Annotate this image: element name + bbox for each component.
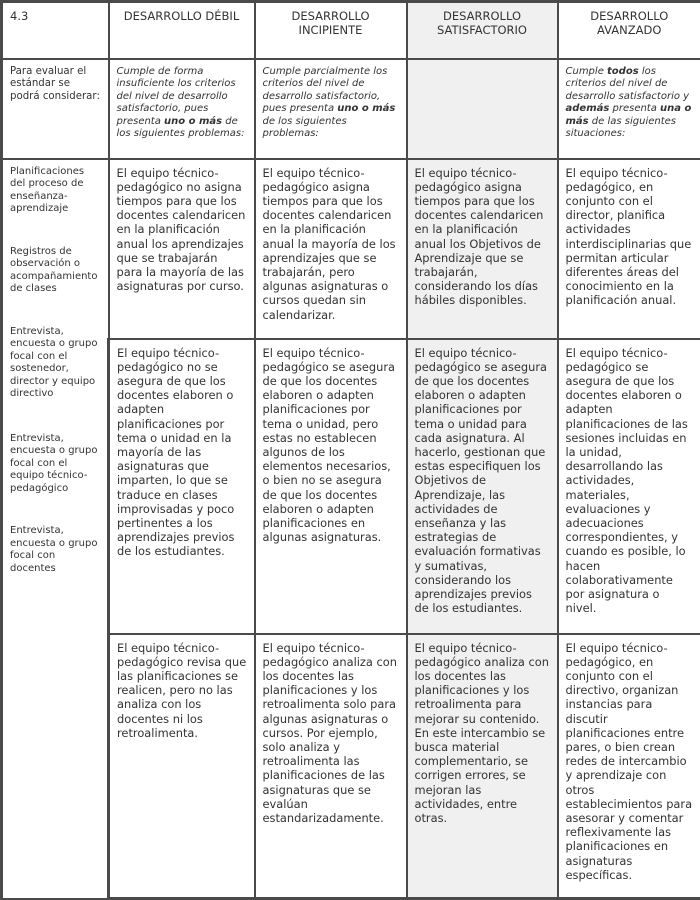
source-item: Registros de observación o acompañamiento de clases: [10, 246, 100, 296]
cell-incipiente: El equipo técnico-pedagógico asigna tiempos para que los docentes calendaricen en la planificación anual la mayoría de los aprendizajes que se trabajarán, pero algunas asignaturas o cursos quedan sin calendarizar.: [255, 159, 407, 339]
evaluation-label: Para evaluar el estándar se podrá considerar:: [2, 59, 109, 159]
intro-incipiente: [255, 59, 407, 159]
intro-avanzado-text-2: los criterios del nivel de desarrollo satisfactorio y: [566, 66, 690, 102]
cell-avanzado: El equipo técnico-pedagógico, en conjunto con el director, planifica actividades interdisciplinarias que permitan articular diferentes áreas del conocimiento en la planificación anual.: [558, 159, 700, 339]
cell-avanzado: El equipo técnico-pedagógico, en conjunto con el directivo, organizan instancias para discutir planificaciones entre pares, o bien crean redes de intercambio y aprendizaje con otros establecimientos para asesorar y comentar reflexivamente las planificaciones en asignaturas específicas.: [558, 634, 700, 899]
intro-avanzado-bold-1: todos: [607, 66, 639, 77]
intro-avanzado-bold-3: una o más: [566, 103, 692, 127]
header-desarrollo-incipiente: DESARROLLO INCIPIENTE: [255, 2, 407, 59]
criteria-row-1: [2, 159, 700, 339]
header-desarrollo-avanzado: DESARROLLO AVANZADO: [558, 2, 700, 59]
intro-incipiente-text-end: de los siguientes problemas:: [263, 116, 347, 140]
intro-avanzado-text-1: Cumple: [566, 66, 608, 77]
intro-avanzado: [558, 59, 700, 159]
source-item: Planificaciones del proceso de enseñanza-aprendizaje: [10, 166, 100, 216]
header-desarrollo-satisfactorio: DESARROLLO SATISFACTORIO: [407, 2, 558, 59]
source-item: Entrevista, encuesta o grupo focal con el sostenedor, director y equipo directivo: [10, 326, 100, 401]
intro-avanzado-text-3: presenta: [609, 103, 660, 114]
intro-row: [2, 59, 700, 159]
intro-avanzado-text-4: de las siguientes situaciones:: [566, 116, 677, 140]
cell-avanzado: El equipo técnico-pedagógico se asegura de que los docentes elaboren o adapten planificaciones de las sesiones incluidas en la unidad, desarrollando las actividades, materiales, evaluaciones y adecuaciones correspondientes, y cuando es posible, lo hacen colaborativamente por asignatura o nivel.: [558, 339, 700, 634]
source-item: Entrevista, encuesta o grupo focal con el equipo técnico-pedagógico: [10, 433, 100, 496]
intro-debil-bold: uno o más: [164, 116, 222, 127]
standard-code: 4.3: [2, 2, 109, 59]
header-row: [2, 2, 700, 59]
cell-satisfactorio: El equipo técnico-pedagógico asigna tiempos para que los docentes calendaricen en la planificación anual los Objetivos de Aprendizaje que se trabajarán, considerando los días hábiles disponibles.: [407, 159, 558, 339]
cell-satisfactorio: El equipo técnico-pedagógico se asegura de que los docentes elaboren o adapten planificaciones por tema o unidad para cada asignatura. Al hacerlo, gestionan que estas especifiquen los Objetivos de Aprendizaje, las actividades de enseñanza y las estrategias de evaluación formativas y sumativas, considerando los aprendizajes previos de los estudiantes.: [407, 339, 558, 634]
cell-satisfactorio: El equipo técnico-pedagógico analiza con los docentes las planificaciones y los retroalimenta para mejorar su contenido. En este intercambio se busca material complementario, se corrigen errores, se mejoran las actividades, entre otras.: [407, 634, 558, 899]
source-item: Entrevista, encuesta o grupo focal con docentes: [10, 525, 100, 575]
header-desarrollo-debil: DESARROLLO DÉBIL: [109, 2, 255, 59]
intro-debil-text: Cumple de forma insuficiente los criterios del nivel de desarrollo satisfactorio, pues presenta: [117, 66, 236, 127]
cell-debil: El equipo técnico-pedagógico no se asegura de que los docentes elaboren o adapten planificaciones por tema o unidad en la mayoría de las asignaturas que imparten, lo que se traduce en clases improvisadas y poco pertinentes a los aprendizajes previos de los estudiantes.: [109, 339, 255, 634]
intro-debil-text-end: de los siguientes problemas:: [117, 116, 245, 140]
intro-satisfactorio: [407, 59, 558, 159]
cell-debil: El equipo técnico-pedagógico no asigna tiempos para que los docentes calendaricen en la planificación anual los aprendizajes que se trabajarán para la mayoría de las asignaturas por curso.: [109, 159, 255, 339]
intro-incipiente-bold: uno o más: [337, 103, 395, 114]
cell-debil: El equipo técnico-pedagógico revisa que las planificaciones se realicen, pero no las analiza con los docentes ni los retroalimenta.: [109, 634, 255, 899]
intro-avanzado-bold-2: además: [566, 103, 610, 114]
evidence-sources: [2, 159, 109, 899]
cell-incipiente: El equipo técnico-pedagógico se asegura de que los docentes elaboren o adapten planificaciones por tema o unidad, pero estas no establecen algunos de los elementos necesarios, o bien no se asegura de que los docentes elaboren o adapten planificaciones en algunas asignaturas.: [255, 339, 407, 634]
cell-incipiente: El equipo técnico-pedagógico analiza con los docentes las planificaciones y los retroalimenta solo para algunas asignaturas o cursos. Por ejemplo, solo analiza y retroalimenta las planificaciones de las asignaturas que se evalúan estandarizadamente.: [255, 634, 407, 899]
intro-debil: [109, 59, 255, 159]
intro-incipiente-text: Cumple parcialmente los criterios del nivel de desarrollo satisfactorio, pues presenta: [263, 66, 388, 115]
